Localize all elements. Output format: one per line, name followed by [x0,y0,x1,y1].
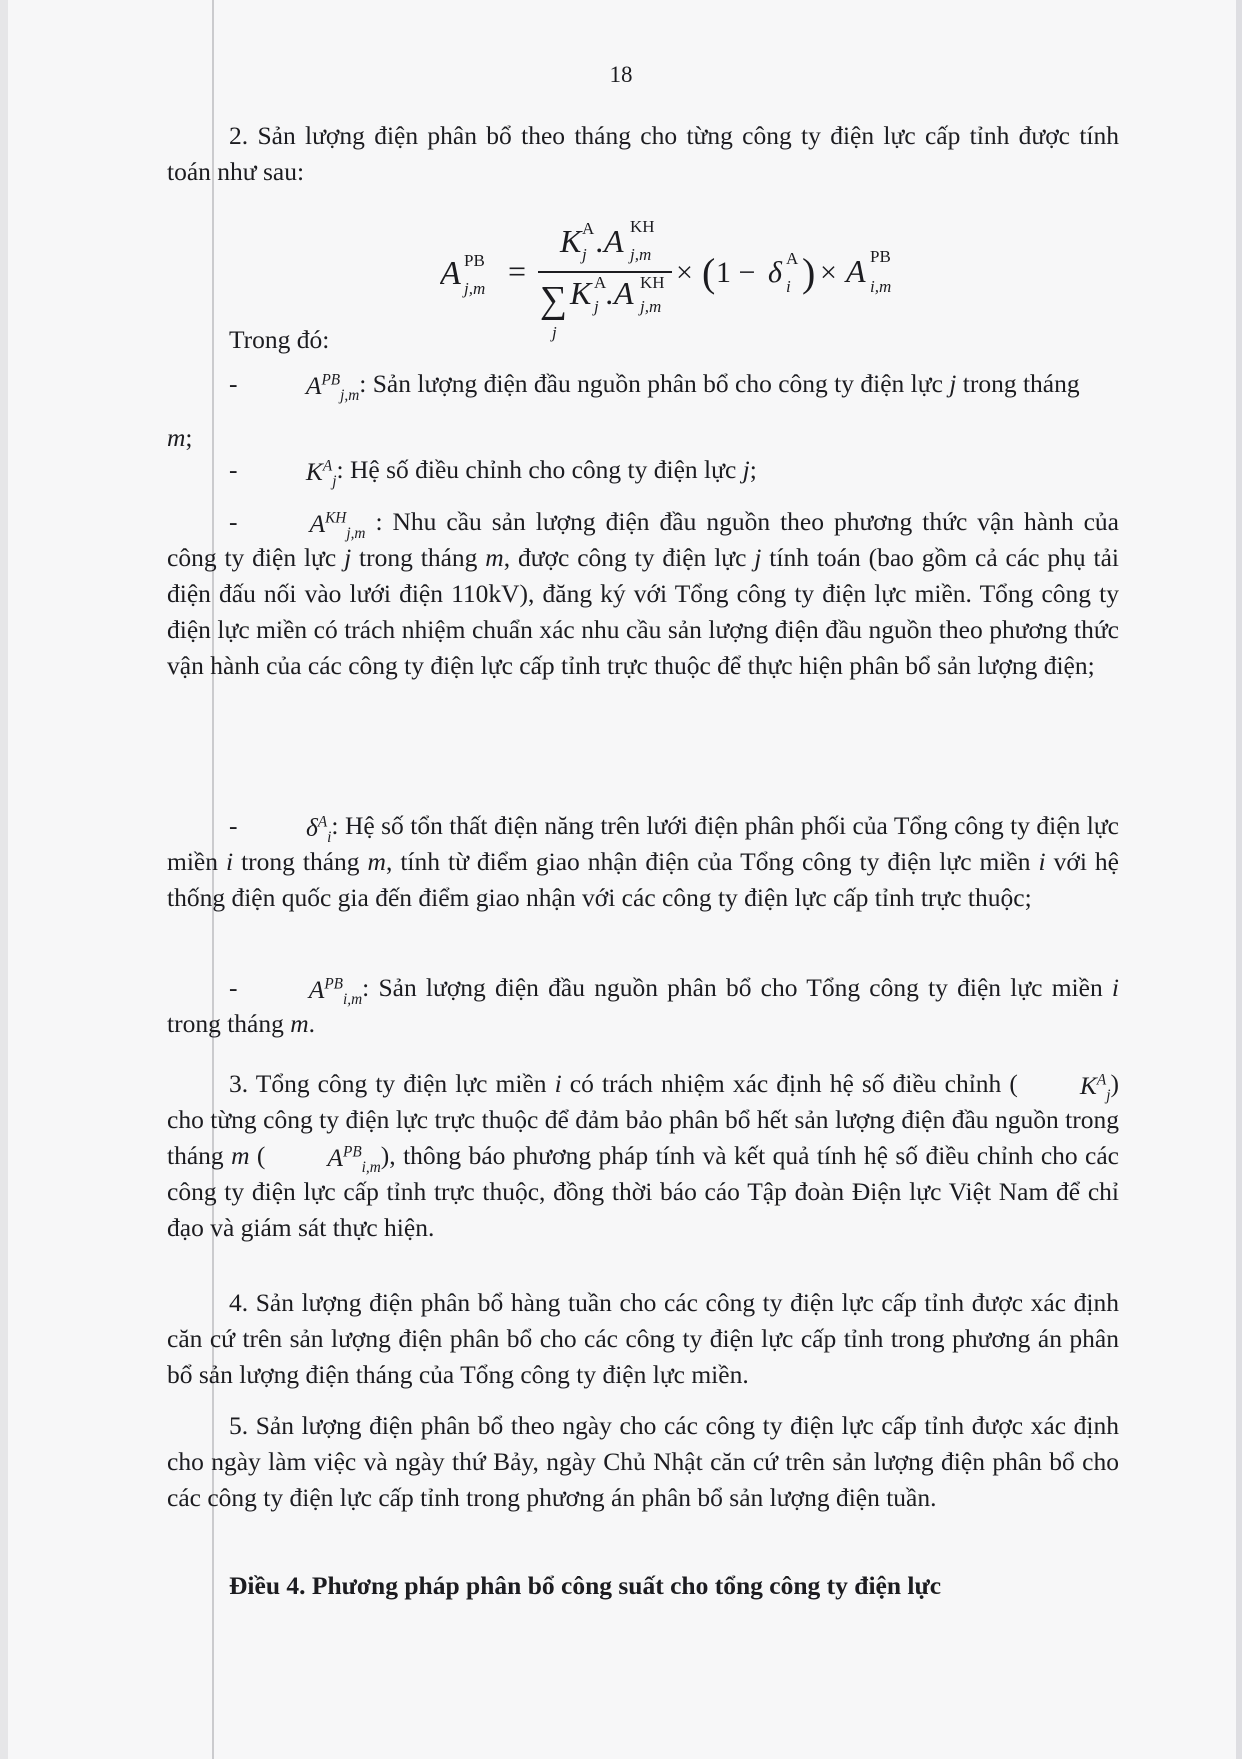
formula-paren-close: ) [802,250,816,295]
formula-den-a-sub: j,m [640,297,662,316]
formula-delta-sup: A [786,249,799,268]
formula-num-k: K [560,223,582,259]
dash: - [229,369,238,398]
dash: - [229,455,238,484]
definition-k-a-j [167,452,1119,491]
var-j: j [742,455,750,484]
symbol-delta-a-i: $\delta^A_i$ [305,813,332,847]
definition-delta-a-i: - $\delta^A_i$: Hệ số tổn thất điện năng trên lưới điện phân phối của Tổng công ty điện lực miền i trong tháng m, tính từ điểm giao nhận điện của Tổng công ty điện lực miền i với hệ thống điện quốc gia đến điểm giao nhận với các công ty điện lực cấp tỉnh trực thuộc; [167,811,1119,912]
formula-den-sum-index: j [552,323,557,342]
formula-times-2: × [820,256,837,289]
symbol-k-a-j: $K^A_j$ [305,457,337,491]
formula-lhs: A [440,255,461,292]
formula-rhs-sup: PB [870,247,891,266]
symbol-k-a-j-inline: $K^A_j$ [1079,1071,1111,1105]
formula-rhs-sub: i,m [870,277,892,296]
paragraph-2-text: 2. Sản lượng điện phân bổ theo tháng cho từng công ty điện lực cấp tỉnh được tính toán như sau: [167,121,1119,186]
definition-a-pb-jm [167,366,1119,456]
formula-lhs-sup: PB [464,251,485,270]
formula-num-dot-a: .A [596,223,624,259]
def-text: : Sản lượng điện đầu nguồn phân bổ cho công ty điện lực [359,369,950,398]
formula-den-k-sup: A [594,273,607,292]
paragraph-3: 3. Tổng công ty điện lực miền i có trách nhiệm xác định hệ số điều chỉnh ( $K^A_j$) cho từng công ty điện lực trực thuộc để đảm bảo phân bổ hết sản lượng điện đầu nguồn trong tháng m ( $A^{PB}_{i,m}$), thông báo phương pháp tính và kết quả tính hệ số điều chỉnh cho các công ty điện lực cấp tỉnh trực thuộc, đồng thời báo cáo Tập đoàn Điện lực Việt Nam để chỉ đạo và giám sát thực hiện. [167,1069,1119,1242]
formula-den-sum: ∑ [540,279,568,321]
page-number: 18 [609,62,633,87]
scan-edge-right [1236,0,1242,1759]
paragraph-5-text: 5. Sản lượng điện phân bổ theo ngày cho các công ty điện lực cấp tỉnh được xác định cho ngày làm việc và ngày thứ Bảy, ngày Chủ Nhật căn cứ trên sản lượng điện phân bổ cho các công ty điện lực cấp tỉnh trong phương án phân bổ sản lượng điện tuần. [167,1411,1119,1512]
dash: - [229,507,238,536]
formula-delta: δ [768,256,782,289]
definition-a-kh-jm: - $A^{KH}_{j,m}$ : Nhu cầu sản lượng điện đầu nguồn theo phương thức vận hành của công ty điện lực j trong tháng m, được công ty điện lực j tính toán (bao gồm cả các phụ tải điện đấu nối vào lưới điện 110kV), đăng ký với Tổng công ty điện lực miền. Tổng công ty điện lực miền có trách nhiệm chuẩn xác nhu cầu sản lượng điện đầu nguồn theo phương thức vận hành của các công ty điện lực cấp tỉnh trực thuộc để thực hiện phân bổ sản lượng điện; [167,507,1120,680]
formula-den-a-sup: KH [640,273,665,292]
formula-num-a-sup: KH [630,217,655,236]
paragraph-5 [167,1408,1119,1516]
formula-num-k-sup: A [582,219,595,238]
definitions-intro [167,322,1119,358]
formula-num-k-sub: j [582,245,587,264]
formula-one-minus: 1 − [716,256,756,289]
paragraph-4-text: 4. Sản lượng điện phân bổ hàng tuần cho các công ty điện lực cấp tỉnh được xác định căn cứ trên sản lượng điện phân bổ cho các công ty điện lực cấp tỉnh trong phương án phân bổ sản lượng điện tháng của Tổng công ty điện lực miền. [167,1288,1119,1389]
def-cont-tail: ; [185,423,193,452]
symbol-a-pb-im-inline: $A^{PB}_{i,m}$ [327,1143,381,1177]
formula-rhs-a: A [846,253,866,289]
formula-lhs-sub: j,m [464,279,486,298]
var-m: m [167,423,186,452]
definition-a-pb-im: - $A^{PB}_{i,m}$: Sản lượng điện đầu nguồn phân bổ cho Tổng công ty điện lực miền i trong tháng m. [167,973,1120,1038]
paragraph-4 [167,1285,1119,1393]
heading-dieu-4: Điều 4. Phương pháp phân bổ công suất cho tổng công ty điện lực [229,1571,942,1600]
def-tail: trong tháng [956,369,1080,398]
scan-edge-left [0,0,8,1759]
dash: - [229,811,238,840]
formula-times-1: × [676,256,693,289]
formula-den-k-sub: j [594,297,599,316]
def-text: : Hệ số điều chỉnh cho công ty điện lực [336,455,743,484]
formula-den-k: K [570,275,592,311]
formula-paren-open: ( [702,250,716,295]
symbol-a-kh-jm: $A^{KH}_{j,m}$ [309,509,366,543]
def-tail: ; [749,455,757,484]
paragraph-2 [167,118,1119,190]
formula-equals: = [508,253,527,289]
dash: - [229,973,238,1002]
formula-num-a-sub: j,m [630,245,652,264]
trong-do-label: Trong đó: [229,325,330,354]
article-4-heading [167,1568,1119,1604]
formula-den-dot-a: .A [606,275,634,311]
formula-delta-sub: i [786,277,791,296]
var-j: j [949,369,957,398]
symbol-a-pb-jm: $A^{PB}_{j,m}$ [305,371,360,405]
symbol-a-pb-im: $A^{PB}_{i,m}$ [308,975,363,1009]
